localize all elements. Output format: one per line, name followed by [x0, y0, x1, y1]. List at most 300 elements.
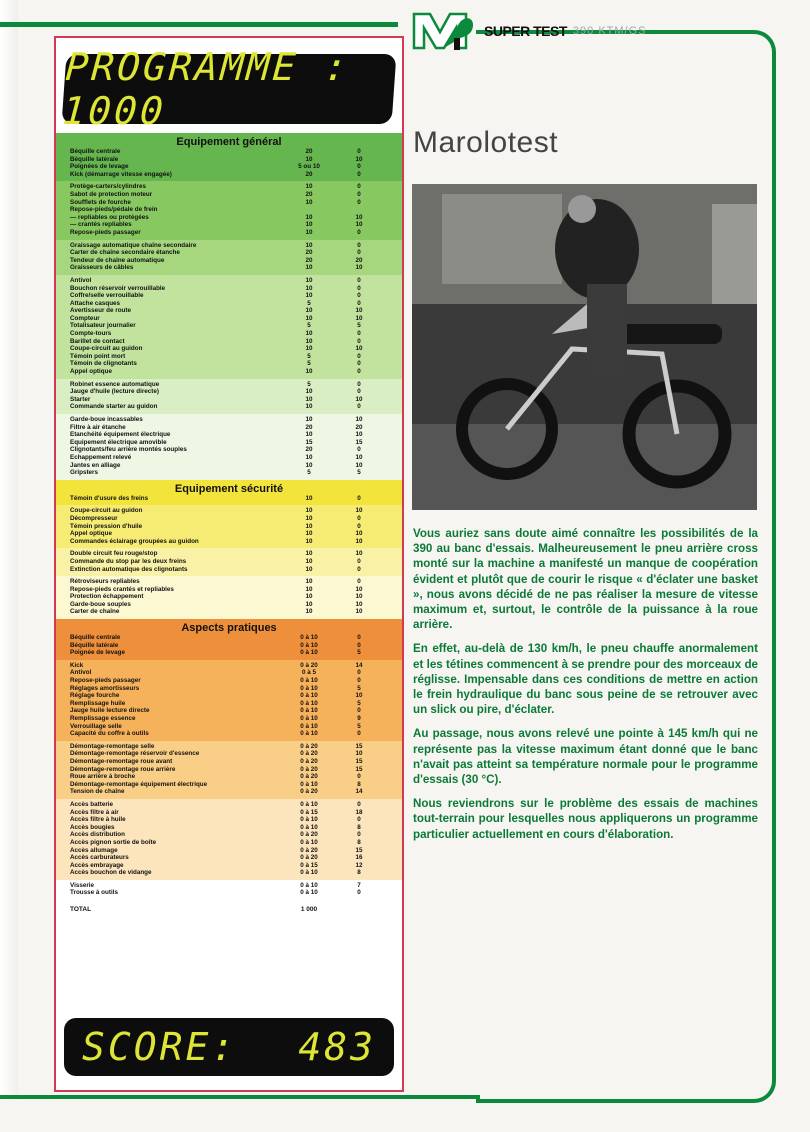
row-max: 0 à 10 [300, 881, 318, 889]
row-label: Robinet essence automatique [70, 380, 160, 388]
table-row [56, 206, 402, 214]
table-row [56, 750, 402, 758]
table-row [56, 381, 402, 389]
row-score: 10 [355, 307, 363, 315]
table-row [56, 277, 402, 285]
row-score: 0 [357, 831, 361, 839]
row-label: Accès allumage [70, 846, 118, 854]
row-max: 10 [305, 307, 313, 315]
row-max: 0 à 20 [300, 846, 318, 854]
row-label: Appel optique [70, 530, 112, 538]
row-label: Témoin d'usure des freins [70, 494, 149, 502]
table-row [56, 743, 402, 751]
row-score: 10 [355, 550, 363, 558]
row-label: Accès filtre à air [70, 808, 119, 816]
table-row [56, 677, 402, 685]
row-max: 0 à 10 [300, 649, 318, 657]
row-max: 20 [305, 148, 313, 155]
table-row [56, 330, 402, 338]
row-label: Repose-pieds/pédale de frein [70, 206, 158, 214]
table-row [56, 816, 402, 824]
row-max: 10 [305, 155, 313, 163]
row-label: Carter de chaîne secondaire étanche [70, 249, 180, 257]
row-max: 0 à 10 [300, 677, 318, 685]
row-label: Garde-boue incassables [70, 416, 143, 423]
table-group [56, 619, 402, 660]
row-max: 10 [305, 557, 313, 565]
section-title: Equipement sécurité [174, 482, 284, 495]
row-label: Roue arrière à broche [70, 773, 136, 781]
table-row [56, 515, 402, 523]
row-score: 0 [357, 380, 361, 388]
table-row [56, 214, 402, 222]
table-row [56, 634, 402, 642]
row-score: 0 [357, 170, 361, 178]
table-row [56, 315, 402, 323]
table-row [56, 538, 402, 546]
row-max: 10 [305, 565, 313, 573]
row-score: 10 [355, 345, 363, 353]
row-score: 0 [357, 352, 361, 360]
row-score: 5 [357, 469, 361, 477]
row-score: 10 [355, 461, 363, 469]
row-score: 0 [357, 330, 361, 338]
row-max: 10 [305, 550, 313, 558]
row-label: Démontage-remontage selle [70, 742, 155, 750]
row-label: Réglages amortisseurs [70, 684, 140, 692]
row-max: 20 [305, 446, 313, 454]
row-max: 10 [305, 337, 313, 345]
row-score: 0 [357, 360, 361, 368]
row-score: 0 [357, 276, 361, 284]
table-row [56, 462, 402, 470]
row-max: 10 [305, 314, 313, 322]
row-label: Tendeur de chaîne automatique [70, 256, 165, 264]
table-row [56, 558, 402, 566]
row-max: 5 [307, 469, 311, 477]
row-label: Kick (démarrage vitesse engagée) [70, 170, 172, 178]
table-row [56, 171, 402, 179]
bottom-rule [0, 1095, 480, 1099]
row-max: 10 [305, 403, 313, 411]
row-label: Témoin point mort [70, 352, 126, 360]
row-score: 0 [357, 190, 361, 198]
row-score: 10 [355, 395, 363, 403]
row-score: 10 [355, 416, 363, 423]
row-label: Réglage fourche [70, 692, 120, 700]
row-score: 10 [355, 314, 363, 322]
row-score: 0 [357, 494, 361, 502]
row-max: 10 [305, 345, 313, 353]
total-label: TOTAL [70, 906, 92, 914]
row-max: 10 [305, 600, 313, 608]
row-max: 0 à 10 [300, 634, 318, 642]
table-row [56, 229, 402, 237]
header [410, 5, 646, 57]
table-group [56, 505, 402, 548]
table-group [56, 880, 402, 900]
table-row [56, 847, 402, 855]
row-score: 5 [357, 322, 361, 330]
table-row [56, 163, 402, 171]
row-max: 0 à 20 [300, 742, 318, 750]
row-score: 0 [357, 889, 361, 897]
table-row [56, 707, 402, 715]
table-group [56, 133, 402, 181]
row-max: 10 [305, 213, 313, 221]
table-row [56, 530, 402, 538]
table-row [56, 439, 402, 447]
row-max: 10 [305, 585, 313, 593]
row-max: 10 [305, 276, 313, 284]
table-row [56, 446, 402, 454]
top-rule [0, 22, 398, 27]
row-label: Béquille latérale [70, 641, 119, 649]
table-group [56, 576, 402, 619]
row-label: Kick [70, 661, 84, 669]
row-label: Protection échappement [70, 593, 144, 601]
row-score: 15 [355, 438, 363, 446]
row-score: 0 [357, 514, 361, 522]
row-label: Rétroviseurs repliables [70, 578, 140, 586]
row-score: 10 [355, 608, 363, 616]
row-label: Extinction automatique des clignotants [70, 565, 188, 573]
row-max: 0 à 20 [300, 661, 318, 669]
row-score: 8 [357, 823, 361, 831]
row-max: 10 [305, 608, 313, 616]
table-row [56, 692, 402, 700]
row-max: 10 [305, 461, 313, 469]
row-label: — repliables ou protégées [70, 213, 149, 221]
article-paragraph: Au passage, nous avons relevé une pointe à 145 km/h qui ne représente pas la vitesse maximum étant donné que le banc n'avait pas atteint sa température normale pour le programme d'essais (30 °C). [413, 727, 758, 787]
table-row [56, 715, 402, 723]
row-max: 10 [305, 395, 313, 403]
row-max: 0 à 10 [300, 730, 318, 738]
row-max: 10 [305, 522, 313, 530]
row-max: 20 [305, 190, 313, 198]
row-score: 7 [357, 881, 361, 889]
table-row [56, 307, 402, 315]
super-test-label: SUPER TEST [484, 23, 567, 39]
table-row [56, 249, 402, 257]
row-label: Graissage automatique chaîne secondaire [70, 241, 197, 249]
row-label: Remplissage huile [70, 699, 126, 707]
row-max: 10 [305, 507, 313, 515]
table-row [56, 368, 402, 376]
row-label: Starter [70, 395, 91, 403]
row-label: Repose-pieds passager [70, 677, 141, 685]
row-label: Filtre à air étanche [70, 423, 126, 431]
photo-illustration [412, 184, 757, 510]
row-label: Accès bougies [70, 823, 115, 831]
row-max: 0 à 20 [300, 854, 318, 862]
table-row [56, 882, 402, 890]
row-score: 10 [355, 155, 363, 163]
table-group [56, 480, 402, 506]
row-score: 0 [357, 730, 361, 738]
row-label: Béquille centrale [70, 634, 121, 642]
row-score: 0 [357, 284, 361, 292]
row-max: 10 [305, 264, 313, 272]
row-score: 10 [355, 593, 363, 601]
row-score: 0 [357, 634, 361, 642]
table-row [56, 642, 402, 650]
row-label: Poignées de levage [70, 163, 129, 171]
table-row [56, 854, 402, 862]
table-group [56, 799, 402, 880]
table-row [56, 221, 402, 229]
table-row [56, 773, 402, 781]
row-score: 5 [357, 649, 361, 657]
row-max: 0 à 10 [300, 692, 318, 700]
table-row [56, 242, 402, 250]
row-score: 0 [357, 148, 361, 155]
row-label: Bouchon réservoir verrouillable [70, 284, 166, 292]
row-score: 10 [355, 221, 363, 229]
row-score: 10 [355, 213, 363, 221]
table-row [56, 338, 402, 346]
row-score: 0 [357, 403, 361, 411]
row-label: Sabot de protection moteur [70, 190, 153, 198]
row-score: 15 [355, 742, 363, 750]
table-row [56, 507, 402, 515]
table-row [56, 156, 402, 164]
row-max: 10 [305, 292, 313, 300]
row-score: 9 [357, 715, 361, 722]
row-max: 0 à 10 [300, 684, 318, 692]
section-title: Equipement général [176, 136, 282, 148]
row-score: 10 [355, 750, 363, 758]
row-max: 10 [305, 453, 313, 461]
table-row [56, 758, 402, 766]
row-label: Graisseurs de câbles [70, 264, 134, 272]
row-score: 0 [357, 578, 361, 586]
row-score: 8 [357, 838, 361, 846]
row-label: — crantés repliables [70, 221, 132, 229]
row-score: 10 [355, 530, 363, 538]
score-table [56, 133, 402, 916]
row-score: 0 [357, 198, 361, 206]
table-row [56, 809, 402, 817]
row-max: 0 à 10 [300, 889, 318, 897]
row-max: 10 [305, 578, 313, 586]
table-group [56, 741, 402, 799]
row-score: 0 [357, 446, 361, 454]
row-score: 0 [357, 368, 361, 376]
table-row [56, 523, 402, 531]
row-max: 10 [305, 183, 313, 191]
row-score: 0 [357, 183, 361, 191]
row-max: 0 à 10 [300, 838, 318, 846]
row-label: Appel optique [70, 368, 112, 376]
row-score: 15 [355, 765, 363, 773]
table-group [56, 181, 402, 239]
row-label: Etanchéité équipement électrique [70, 431, 171, 439]
article-paragraph: Vous auriez sans doute aimé connaître les possibilités de la 390 au banc d'essais. Malheureusement le pneu arrière cross monté sur la machine a manifesté un manque de coopération évident et plutôt que de courir le risque « d'éclater une basket », nous avons décidé de ne pas réaliser la mesure de vitesse maximum et, surtout, le contrôle de la puissance à la roue arrière. [413, 527, 758, 632]
row-label: Commande starter au guidon [70, 403, 158, 411]
table-row [56, 601, 402, 609]
row-label: Visserie [70, 881, 95, 889]
model-label: 390 KTM/GS [572, 25, 647, 37]
row-score: 14 [355, 788, 363, 796]
row-max: 10 [305, 593, 313, 601]
row-label: Coffre/selle verrouillable [70, 292, 144, 300]
table-group [56, 379, 402, 414]
table-row [56, 839, 402, 847]
row-score: 0 [357, 249, 361, 257]
row-label: Garde-boue souples [70, 600, 131, 608]
row-label: Attache casques [70, 299, 121, 307]
row-label: Témoin pression d'huile [70, 522, 143, 530]
row-label: Carter de chaîne [70, 608, 120, 616]
row-label: Gripsters [70, 469, 98, 477]
row-label: Compteur [70, 314, 100, 322]
row-score: 16 [355, 854, 363, 862]
row-max: 10 [305, 431, 313, 439]
row-max: 10 [305, 530, 313, 538]
row-score: 10 [355, 264, 363, 272]
row-max: 0 à 10 [300, 715, 318, 722]
row-max: 0 à 20 [300, 750, 318, 758]
row-score: 10 [355, 453, 363, 461]
row-score: 5 [357, 722, 361, 730]
row-label: Démontage-remontage équipement électrique [70, 780, 208, 788]
table-row [56, 662, 402, 670]
row-score: 0 [357, 163, 361, 171]
row-score: 10 [355, 585, 363, 593]
row-score: 0 [357, 228, 361, 236]
row-max: 10 [305, 221, 313, 229]
score-value: 483 [298, 1025, 376, 1069]
row-score: 0 [357, 773, 361, 781]
row-label: Accès filtre à huile [70, 816, 126, 824]
row-score: 0 [357, 557, 361, 565]
row-max: 5 [307, 322, 311, 330]
row-label: Commandes éclairage groupées au guidon [70, 537, 199, 545]
row-score: 14 [355, 661, 363, 669]
table-row [56, 788, 402, 796]
row-label: Repose-pieds crantés et repliables [70, 585, 174, 593]
row-label: Accès embrayage [70, 861, 124, 869]
row-score: 5 [357, 699, 361, 707]
table-row [56, 424, 402, 432]
row-max: 0 à 10 [300, 869, 318, 877]
programme-display [60, 45, 397, 133]
table-row [56, 148, 402, 156]
table-group [56, 275, 402, 379]
moto-revue-logo-icon [410, 8, 478, 54]
row-label: Capacité du coffre à outils [70, 730, 149, 738]
table-row [56, 889, 402, 897]
row-score: 0 [357, 292, 361, 300]
row-label: Compte-tours [70, 330, 112, 338]
table-row [56, 550, 402, 558]
table-row [56, 264, 402, 272]
row-label: Démontage-remontage roue arrière [70, 765, 176, 773]
row-max: 10 [305, 388, 313, 396]
table-row [56, 730, 402, 738]
row-label: Totalisateur journalier [70, 322, 136, 330]
row-max: 20 [305, 170, 313, 178]
row-score: 12 [355, 861, 363, 869]
row-max: 10 [305, 537, 313, 545]
row-max: 20 [305, 423, 313, 431]
row-max: 0 à 15 [300, 808, 318, 816]
table-row [56, 257, 402, 265]
table-row [56, 824, 402, 832]
total-value: 1 000 [300, 906, 318, 914]
table-row [56, 285, 402, 293]
score-label: SCORE: [82, 1025, 238, 1069]
row-score: 0 [357, 800, 361, 808]
row-score: 0 [357, 299, 361, 307]
row-max: 10 [305, 368, 313, 376]
row-label: Jantes en alliage [70, 461, 121, 469]
row-max: 0 à 20 [300, 773, 318, 781]
row-score: 20 [355, 423, 363, 431]
row-max: 0 à 20 [300, 757, 318, 765]
table-row [56, 454, 402, 462]
table-row [56, 566, 402, 574]
table-row [56, 322, 402, 330]
row-label: Accès batterie [70, 800, 114, 808]
row-max: 10 [305, 514, 313, 522]
row-label: Avertisseur de route [70, 307, 132, 315]
row-label: Echappement relevé [70, 453, 132, 461]
row-label: Double circuit feu rouge/stop [70, 550, 158, 558]
row-score: 10 [355, 692, 363, 700]
table-row [56, 300, 402, 308]
total-row [56, 906, 402, 916]
row-max: 0 à 10 [300, 780, 318, 788]
row-label: Tension de chaîne [70, 788, 125, 796]
row-max: 0 à 20 [300, 765, 318, 773]
table-row [56, 608, 402, 616]
row-max: 10 [305, 228, 313, 236]
table-row [56, 388, 402, 396]
row-max: 0 à 10 [300, 699, 318, 707]
table-row [56, 685, 402, 693]
table-row [56, 869, 402, 877]
table-row [56, 353, 402, 361]
table-row [56, 781, 402, 789]
row-label: Antivol [70, 276, 92, 284]
row-label: Trousse à outils [70, 889, 118, 897]
table-row [56, 649, 402, 657]
table-row [56, 593, 402, 601]
table-row [56, 766, 402, 774]
table-group [56, 240, 402, 275]
row-label: Poignée de levage [70, 649, 125, 657]
row-max: 10 [305, 494, 313, 502]
row-label: Equipement électrique amovible [70, 438, 167, 446]
row-label: Accès carburateurs [70, 854, 129, 862]
motorcycle-dyno-photo [412, 184, 757, 510]
row-max: 20 [305, 256, 313, 264]
row-max: 0 à 10 [300, 641, 318, 649]
row-score: 18 [355, 808, 363, 816]
table-row [56, 360, 402, 368]
article-title: Marolotest [413, 126, 559, 159]
row-max: 0 à 20 [300, 788, 318, 796]
row-score: 10 [355, 537, 363, 545]
row-max: 5 [307, 299, 311, 307]
row-score: 15 [355, 757, 363, 765]
row-label: Soufflets de fourche [70, 198, 131, 206]
row-label: Coupe-circuit au guidon [70, 345, 143, 353]
row-label: Antivol [70, 669, 92, 677]
row-label: Protège-carters/cylindres [70, 183, 146, 191]
